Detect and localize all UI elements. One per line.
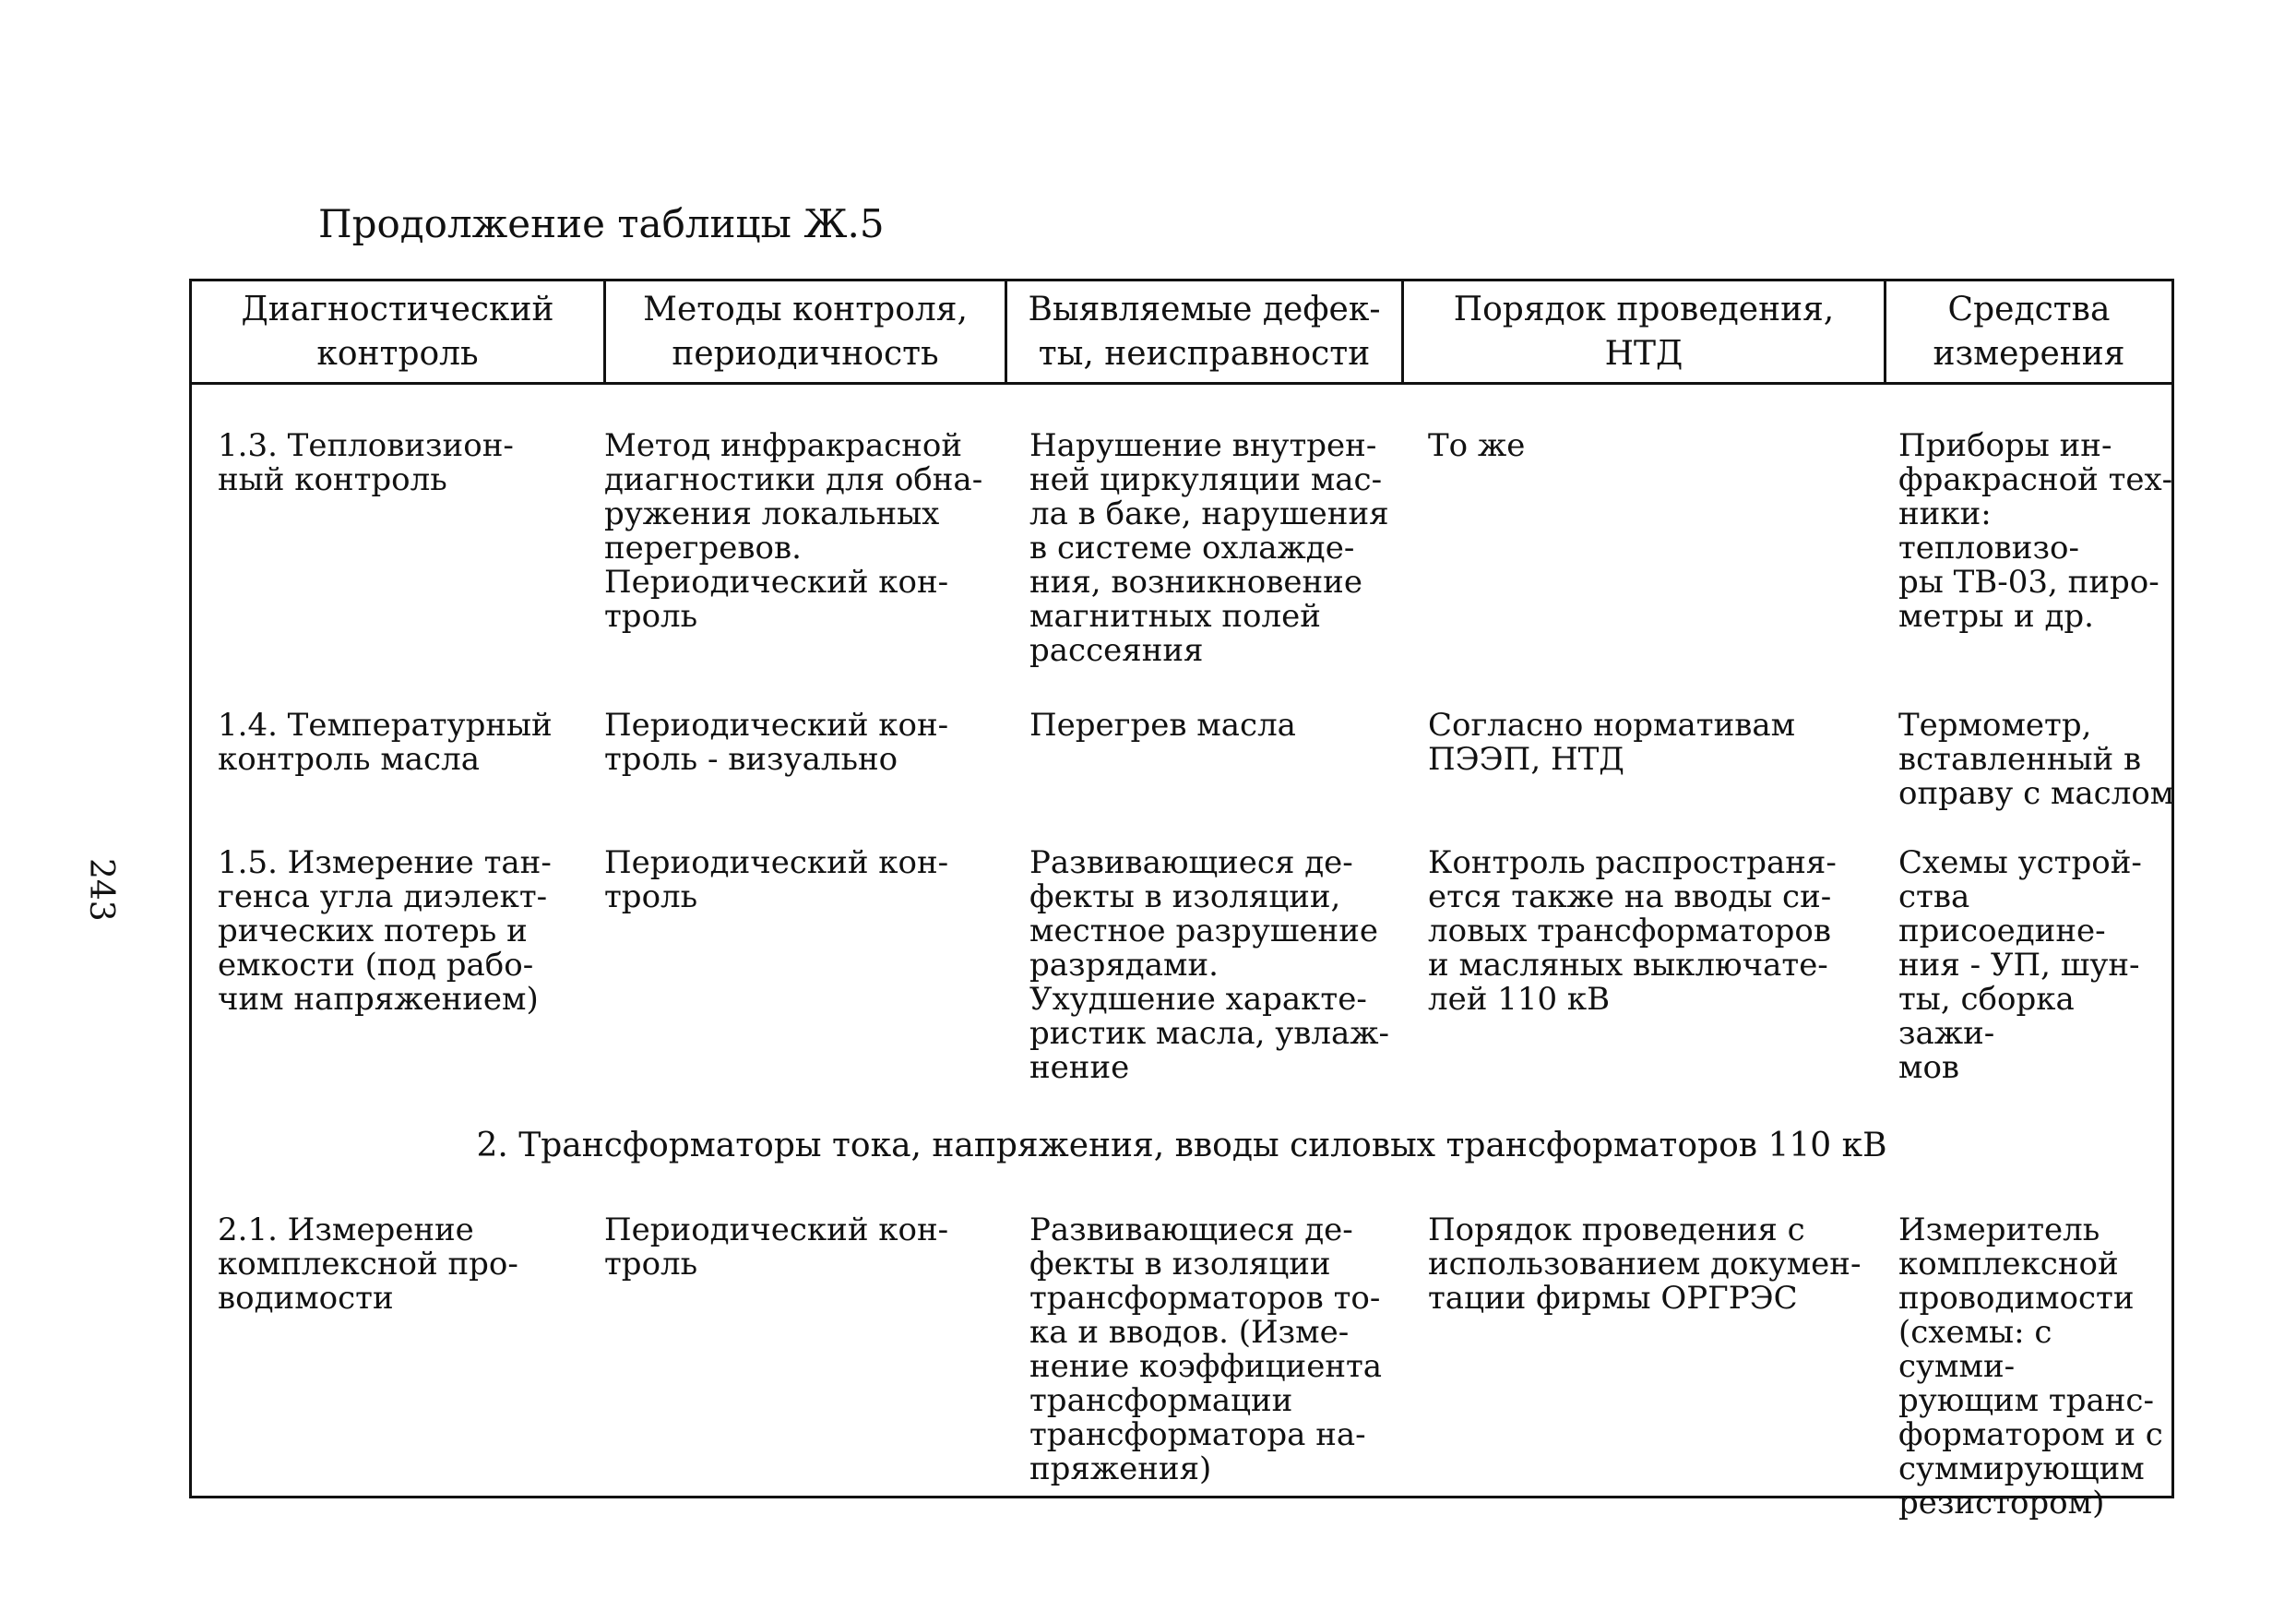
row-1-3-tools: Приборы ин- фракрасной тех- ники: тепловизо- ры ТВ-03, пиро- метры и др. bbox=[1898, 427, 2173, 635]
header-label: Диагностический контроль bbox=[241, 290, 554, 373]
row-1-4-tools: Термометр, вставленный в оправу с маслом bbox=[1898, 707, 2175, 812]
row-2-1-defects: Развивающиеся де- фекты в изоляции трансформаторов то- ка и вводов. (Изме- нение коэффициента трансформации трансформатора на- пряжения) bbox=[1029, 1211, 1383, 1487]
diagnostics-table bbox=[189, 279, 2175, 1522]
row-1-5-defects: Развивающиеся де- фекты в изоляции, местное разрушение разрядами. Ухудшение характе- ристик масла, увлаж- нение bbox=[1029, 844, 1390, 1086]
header-label: Порядок проведения, НТД bbox=[1453, 290, 1835, 373]
row-1-5-method: Периодический кон- троль bbox=[604, 844, 949, 915]
header-label: Выявляемые дефек- ты, неисправности bbox=[1028, 290, 1381, 373]
table-caption: Продолжение таблицы Ж.5 bbox=[318, 201, 885, 246]
row-1-3-order: То же bbox=[1428, 427, 1526, 464]
header-defects bbox=[1007, 281, 1401, 382]
row-2-1-tools: Измеритель комплексной проводимости (схемы: с сумми- рующим транс- форматором и с суммирующим резистором) bbox=[1898, 1211, 2163, 1522]
header-label: Методы контроля, периодичность bbox=[643, 290, 968, 373]
row-1-3-defects: Нарушение внутрен- ней циркуляции мас- ла в баке, нарушения в системе охлажде- ния, возникновение магнитных полей рассеяния bbox=[1029, 427, 1389, 669]
row-1-5-control: 1.5. Измерение тан- генса угла диэлект- рических потерь и емкости (под рабо- чим напряжением) bbox=[218, 844, 552, 1018]
row-2-1-method: Периодический кон- троль bbox=[604, 1211, 949, 1283]
header-control-methods bbox=[606, 281, 1005, 382]
row-1-3-method: Метод инфракрасной диагностики для обна- ружения локальных перегревов. Периодический кон- троль bbox=[604, 427, 983, 635]
header-procedure bbox=[1404, 281, 1884, 382]
page-number: 243 bbox=[82, 858, 120, 922]
row-1-5-order: Контроль распространя- ется также на вводы си- ловых трансформаторов и масляных выключате- лей 110 кВ bbox=[1428, 844, 1837, 1018]
row-1-4-method: Периодический кон- троль - визуально bbox=[604, 707, 949, 778]
row-2-1-control: 2.1. Измерение комплексной про- водимости bbox=[218, 1211, 518, 1317]
row-1-4-order: Согласно нормативам ПЭЭП, НТД bbox=[1428, 707, 1796, 778]
row-1-4-control: 1.4. Температурный контроль масла bbox=[218, 707, 553, 778]
header-measurement-tools bbox=[1886, 281, 2171, 382]
row-1-3-control: 1.3. Тепловизион- ный контроль bbox=[218, 427, 514, 498]
row-2-1-order: Порядок проведения с использованием докумен- тации фирмы ОРГРЭС bbox=[1428, 1211, 1862, 1317]
row-1-5-tools: Схемы устрой- ства присоедине- ния - УП, шун- ты, сборка зажи- мов bbox=[1898, 844, 2142, 1086]
row-1-4-defects: Перегрев масла bbox=[1029, 707, 1296, 744]
section-title: 2. Трансформаторы тока, напряжения, вводы силовых трансформаторов 110 кВ bbox=[476, 1127, 1887, 1164]
table-header bbox=[192, 281, 2171, 385]
header-label: Средства измерения bbox=[1933, 290, 2125, 373]
header-diagnostic-control bbox=[192, 281, 603, 382]
